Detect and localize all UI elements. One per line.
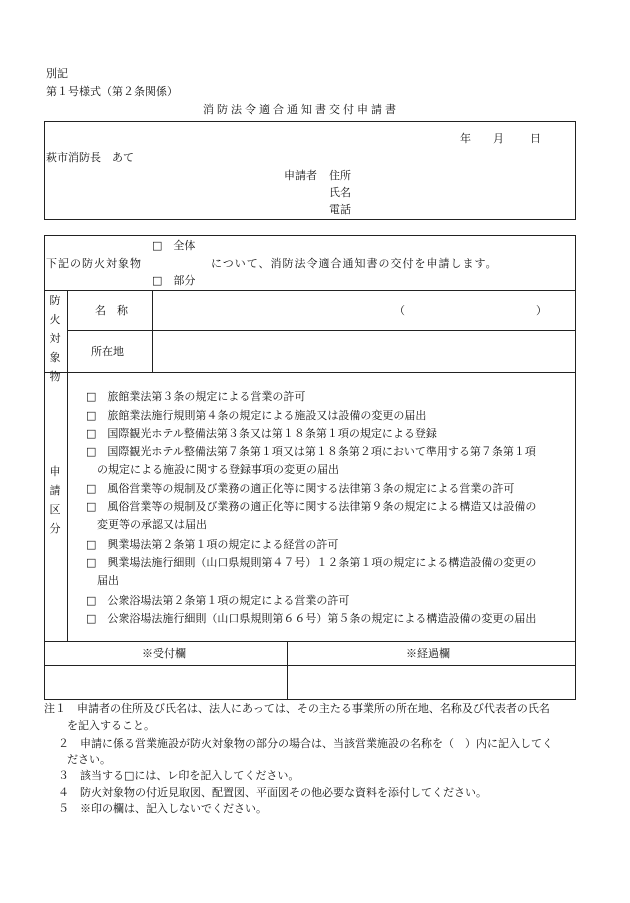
- annex-label: 別記: [46, 67, 68, 80]
- progress-column: ※経過欄: [406, 647, 450, 660]
- category-item[interactable]: □ 旅館業法第３条の規定による営業の許可: [86, 390, 306, 403]
- category-item[interactable]: □ 興業場法施行細則（山口県規則第４７号）１２条第１項の規定による構造設備の変更の: [86, 556, 537, 569]
- category-heading: 申 請 区 分: [49, 465, 61, 535]
- paren-open: （: [394, 304, 405, 317]
- date-month: 月: [493, 132, 504, 145]
- category-item[interactable]: □ 風俗営業等の規制及び業務の適正化等に関する法律第３条の規定による営業の許可: [86, 482, 515, 495]
- category-item[interactable]: □ 旅館業法施行規則第４条の規定による施設又は設備の変更の届出: [86, 409, 427, 422]
- request-prefix: 下記の防火対象物: [46, 257, 142, 270]
- category-item[interactable]: □ 公衆浴場法施行細則（山口県規則第６６号）第５条の規定による構造設備の変更の届出: [86, 612, 537, 625]
- category-item-continuation: 届出: [97, 574, 119, 587]
- note-4: ４ 防火対象物の付近見取図、配置図、平面図その他必要な資料を添付してください。: [58, 786, 487, 799]
- name-label: 名 称: [95, 304, 128, 317]
- applicant-phone-label: 電話: [329, 203, 351, 216]
- row-divider: [67, 330, 576, 331]
- option-whole[interactable]: □ 全体: [152, 239, 196, 252]
- note-3: ３ 該当する□には、レ印を記入してください。: [58, 769, 300, 782]
- column-divider: [152, 290, 153, 372]
- request-suffix: について、消防法令適合通知書の交付を申請します。: [211, 257, 498, 270]
- row-divider: [44, 372, 576, 373]
- category-item[interactable]: □ 風俗営業等の規制及び業務の適正化等に関する法律第９条の規定による構造又は設備の: [86, 500, 537, 513]
- applicant-address-label: 住所: [329, 169, 351, 182]
- note-1: 注１ 申請者の住所及び氏名は、法人にあっては、その主たる事業所の所在地、名称及び代表者の氏名: [44, 702, 550, 715]
- location-label: 所在地: [91, 345, 124, 358]
- date-year: 年: [460, 132, 471, 145]
- page-title: 消防法令適合通知書交付申請書: [203, 103, 399, 116]
- note-2-continuation: ださい。: [67, 753, 111, 766]
- fire-target-heading: 防 火 対 象 物: [49, 294, 61, 383]
- category-item[interactable]: □ 公衆浴場法第２条第１項の規定による営業の許可: [86, 594, 350, 607]
- form-number: 第１号様式（第２条関係）: [46, 85, 178, 98]
- note-2: ２ 申請に係る営業施設が防火対象物の部分の場合は、当該営業施設の名称を（ ）内に記入してく: [58, 737, 553, 750]
- category-item[interactable]: □ 興業場法第２条第１項の規定による経営の許可: [86, 538, 339, 551]
- category-item[interactable]: □ 国際観光ホテル整備法第７条第１項又は第１８条第２項において準用する第７条第１項: [86, 445, 536, 458]
- category-item[interactable]: □ 国際観光ホテル整備法第３条又は第１８条第１項の規定による登録: [86, 427, 437, 440]
- reception-column: ※受付欄: [142, 647, 186, 660]
- note-5: ５ ※印の欄は、記入しないでください。: [58, 802, 267, 815]
- option-part: □ 部分: [152, 274, 196, 287]
- column-divider: [287, 641, 288, 700]
- row-divider: [44, 290, 576, 291]
- row-divider: [44, 665, 576, 666]
- note-1-continuation: を記入すること。: [67, 719, 155, 732]
- office-use-box: [44, 641, 576, 700]
- applicant-name-label: 氏名: [329, 186, 351, 199]
- date-day: 日: [530, 132, 541, 145]
- category-item-continuation: の規定による施設に関する登録事項の変更の届出: [97, 463, 339, 476]
- category-item-continuation: 変更等の承認又は届出: [97, 518, 207, 531]
- applicant-label: 申請者: [284, 169, 317, 182]
- paren-close: ）: [536, 304, 547, 317]
- column-divider: [67, 290, 68, 642]
- addressee: 萩市消防長 あて: [46, 151, 134, 164]
